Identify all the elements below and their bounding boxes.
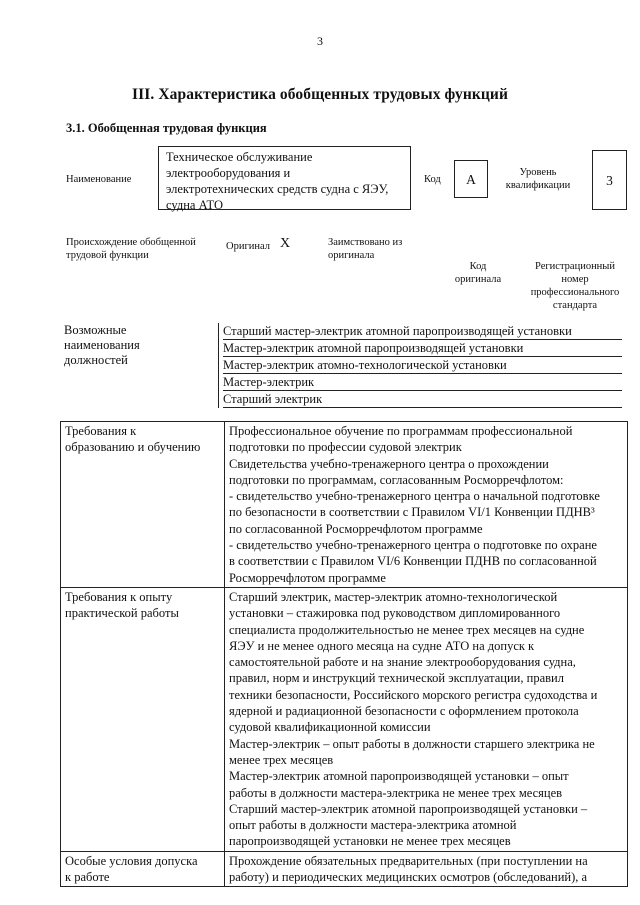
code-label: Код xyxy=(424,174,441,185)
code-original-line: Код xyxy=(469,261,487,272)
experience-content xyxy=(225,587,628,851)
positions-label-line: должностей xyxy=(64,353,128,367)
table-row xyxy=(61,587,628,851)
admission-label xyxy=(61,851,225,887)
text-line: менее трех месяцев xyxy=(229,752,334,767)
text-line: Мастер-электрик атомной паропроизводящей установки – опыт xyxy=(229,769,569,784)
text-line: Свидетельства учебно-тренажерного центра о прохождении xyxy=(229,456,549,471)
borrowed-label xyxy=(328,236,402,262)
text-line: работу) и периодических медицинских осмотров (обследований), а xyxy=(229,870,588,885)
function-line: Техническое обслуживание xyxy=(166,150,313,164)
reg-number-line: стандарта xyxy=(552,300,598,311)
text-line: подготовки по программам, согласованным Росморречфлотом: xyxy=(229,472,564,487)
code-original-label xyxy=(448,260,508,286)
label-line: Требования к опыту xyxy=(65,589,173,604)
reg-number-line: Регистрационный xyxy=(535,261,615,272)
education-content xyxy=(225,422,628,588)
function-name-box xyxy=(158,146,411,210)
level-label-line: Уровень xyxy=(519,167,557,178)
function-line: электротехнических средств судна с ЯЭУ, xyxy=(166,182,389,196)
text-line: судовой квалификационной комиссии xyxy=(229,720,431,735)
level-label xyxy=(500,166,576,192)
experience-label xyxy=(61,587,225,851)
reg-number-line: номер xyxy=(561,274,589,285)
text-line: установки – стажировка под руководством дипломированного xyxy=(229,606,561,621)
position-item: Старший электрик xyxy=(223,391,622,408)
text-line: техники безопасности, Российского морского регистра судоходства и xyxy=(229,687,598,702)
label-line: образованию и обучению xyxy=(65,440,201,455)
function-line: судна АТО xyxy=(166,198,223,212)
text-line: Мастер-электрик – опыт работы в должности старшего электрика не xyxy=(229,736,595,751)
label-line: к работе xyxy=(65,870,110,885)
origin-label-line: Происхождение обобщенной xyxy=(66,237,196,248)
label-line: Требования к xyxy=(65,424,137,438)
table-row xyxy=(61,851,628,887)
code-original-line: оригинала xyxy=(454,274,502,285)
text-line: - свидетельство учебно-тренажерного центра о подготовке по охране xyxy=(229,538,597,553)
subsection-title: 3.1. Обобщенная трудовая функция xyxy=(66,121,267,135)
text-line: самостоятельной работе и на знание электрооборудования судна, xyxy=(229,655,576,670)
position-item: Мастер-электрик атомной паропроизводящей установки xyxy=(223,340,622,357)
label-line: Особые условия допуска xyxy=(65,853,198,868)
code-value: A xyxy=(454,160,488,198)
origin-label xyxy=(66,236,196,262)
education-label xyxy=(61,422,225,588)
text-line: правил, норм и инструкций технической эксплуатации, правил xyxy=(229,671,564,686)
table-row xyxy=(61,422,628,588)
text-line: опыт работы в должности мастера-электрика атомной xyxy=(229,818,517,833)
original-mark: X xyxy=(280,236,291,251)
positions-table xyxy=(60,323,626,408)
text-line: специалиста продолжительностью не менее трех месяцев на судне xyxy=(229,622,585,637)
position-item: Старший мастер-электрик атомной паропроизводящей установки xyxy=(223,323,622,340)
text-line: Профессиональное обучение по программам профессиональной xyxy=(229,424,573,438)
text-line: - свидетельство учебно-тренажерного центра о начальной подготовке xyxy=(229,489,600,504)
borrowed-label-line: оригинала xyxy=(328,250,375,261)
section-title: III. Характеристика обобщенных трудовых функций xyxy=(132,86,508,103)
text-line: Старший электрик, мастер-электрик атомно-технологической xyxy=(229,589,558,604)
original-label: Оригинал xyxy=(226,241,270,252)
positions-label-line: наименования xyxy=(64,338,140,352)
text-line: по согласованной Росморречфлотом программе xyxy=(229,521,483,536)
label-line: практической работы xyxy=(65,606,179,621)
text-line: Старший мастер-электрик атомной паропроизводящей установки – xyxy=(229,801,588,816)
text-line: по безопасности в соответствии с Правилом VI/1 Конвенции ПДНВ³ xyxy=(229,505,595,520)
text-line: подготовки по профессии судовой электрик xyxy=(229,440,462,455)
origin-label-line: трудовой функции xyxy=(66,250,149,261)
level-label-line: квалификации xyxy=(505,180,571,191)
requirements-table xyxy=(60,421,628,887)
text-line: Росморречфлотом программе xyxy=(229,570,386,585)
positions-label-line: Возможные xyxy=(64,323,127,337)
reg-number-label xyxy=(520,260,630,312)
borrowed-label-line: Заимствовано из xyxy=(328,237,403,248)
text-line: Прохождение обязательных предварительных (при поступлении на xyxy=(229,853,588,868)
page-number: 3 xyxy=(317,34,323,48)
function-line: электрооборудования и xyxy=(166,166,291,180)
text-line: паропроизводящей установки не менее трех месяцев xyxy=(229,834,511,849)
position-item: Мастер-электрик xyxy=(223,374,622,391)
positions-list xyxy=(219,323,627,408)
position-item: Мастер-электрик атомно-технологической установки xyxy=(223,357,622,374)
text-line: ядерной и радиационной безопасности с оформлением протокола xyxy=(229,704,579,719)
positions-label xyxy=(60,323,219,408)
text-line: в соответствии с Правилом VI/6 Конвенции ПДНВ по согласованной xyxy=(229,554,597,569)
text-line: ЯЭУ и не менее одного месяца на судне АТО на допуск к xyxy=(229,638,535,653)
level-value: 3 xyxy=(592,150,627,210)
admission-content xyxy=(225,851,628,887)
reg-number-line: профессионального xyxy=(530,287,620,298)
name-label: Наименование xyxy=(66,174,132,185)
text-line: работы в должности мастера-электрика не менее трех месяцев xyxy=(229,785,563,800)
